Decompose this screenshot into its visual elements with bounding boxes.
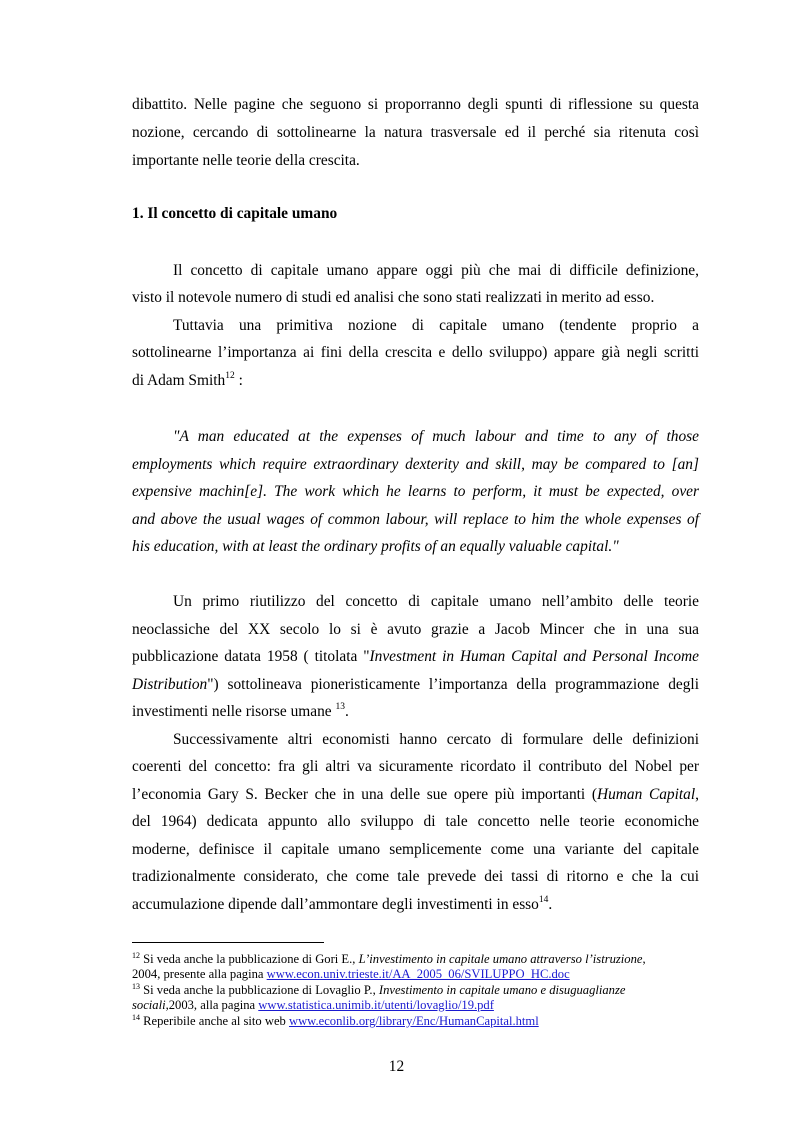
text: . bbox=[344, 703, 349, 720]
footnote-12-cont bbox=[132, 967, 712, 981]
text: Si veda anche la pubblicazione di Lovaglio P., bbox=[140, 983, 379, 997]
footnote-14-link[interactable]: www.econlib.org/library/Enc/HumanCapital.html bbox=[288, 1014, 539, 1028]
footnote-13 bbox=[132, 983, 712, 997]
paragraph-line bbox=[132, 371, 699, 391]
footnote-12 bbox=[132, 952, 712, 966]
paragraph-line: Il concetto di capitale umano appare oggi più che mai di difficile definizione, bbox=[173, 262, 699, 279]
quote-line: "A man educated at the expenses of much labour and time to any of those bbox=[173, 428, 699, 445]
page-number: 12 bbox=[388, 1058, 405, 1075]
quote-line: his education, with at least the ordinary profits of an equally valuable capital." bbox=[132, 538, 619, 555]
text: accumulazione dipende dall’ammontare degli investimenti in esso bbox=[132, 896, 539, 913]
paragraph-line: moderne, definisce il capitale umano semplicemente come una variante del capitale bbox=[132, 841, 699, 858]
intro-line: dibattito. Nelle pagine che seguono si proporranno degli spunti di riflessione su questa bbox=[132, 96, 699, 113]
footnote-ref-14[interactable]: 14 bbox=[538, 895, 549, 905]
text: , bbox=[642, 952, 646, 966]
footnote-ref-13[interactable]: 13 bbox=[335, 702, 345, 712]
footnote-number: 13 bbox=[132, 982, 140, 991]
footnote-ref-12[interactable]: 12 bbox=[225, 371, 235, 381]
paragraph-line: sottolinearne l’importanza ai fini della crescita e dello sviluppo) appare già negli scritti bbox=[132, 344, 699, 361]
paragraph-line: tradizionalmente considerato, che come tale prevede dei tassi di ritorno e che la cui bbox=[132, 868, 699, 885]
text: pubblicazione datata 1958 ( titolata " bbox=[132, 648, 370, 665]
text: ") sottolineava pioneristicamente l’importanza della programmazione degli bbox=[207, 676, 699, 693]
paragraph-line bbox=[132, 675, 699, 695]
section-heading: 1. Il concetto di capitale umano bbox=[132, 205, 338, 222]
paragraph-line bbox=[132, 895, 699, 915]
paragraph-line: neoclassiche del XX secolo lo si è avuto grazie a Jacob Mincer che in una sua bbox=[132, 621, 699, 638]
footnote-number: 12 bbox=[132, 951, 140, 960]
quote-line: expensive machin[e]. The work which he learns to perform, it must be expected, over bbox=[132, 483, 699, 500]
paragraph-line: Successivamente altri economisti hanno cercato di formulare delle definizioni bbox=[173, 731, 699, 748]
paragraph-line bbox=[132, 647, 699, 667]
text: Reperibile anche al sito web bbox=[140, 1014, 289, 1028]
footnote-14 bbox=[132, 1014, 712, 1028]
text: sociali bbox=[132, 998, 166, 1012]
footnote-number: 14 bbox=[132, 1013, 140, 1022]
text: l’economia Gary S. Becker che in una delle sue opere più importanti ( bbox=[132, 786, 597, 803]
footnote-12-link[interactable]: www.econ.univ.trieste.it/AA_2005_06/SVILUPPO_HC.doc bbox=[266, 967, 570, 981]
text: , bbox=[695, 786, 699, 803]
text: Investimento in capitale umano e disuguaglianze bbox=[378, 983, 626, 997]
paragraph-line bbox=[132, 785, 699, 805]
text: Investment in Human Capital and Personal Income bbox=[369, 648, 699, 665]
paragraph-line bbox=[132, 702, 699, 722]
paragraph-line: visto il notevole numero di studi ed analisi che sono stati realizzati in merito ad esso. bbox=[132, 289, 655, 306]
paragraph-line: coerenti del concetto: fra gli altri va sicuramente ricordato il contributo del Nobel per bbox=[132, 758, 699, 775]
paragraph-line: Un primo riutilizzo del concetto di capitale umano nell’ambito delle teorie bbox=[173, 593, 699, 610]
footnote-13-link[interactable]: www.statistica.unimib.it/utenti/lovaglio/19.pdf bbox=[258, 998, 494, 1012]
text: L’investimento in capitale umano attraverso l’istruzione bbox=[358, 952, 643, 966]
text: : bbox=[234, 372, 243, 389]
text: di Adam Smith bbox=[132, 372, 226, 389]
footnote-13-cont bbox=[132, 998, 712, 1012]
text: investimenti nelle risorse umane bbox=[132, 703, 336, 720]
quote-line: employments which require extraordinary dexterity and skill, may be compared to [an] bbox=[132, 456, 699, 473]
text: Si veda anche la pubblicazione di Gori E., bbox=[140, 952, 359, 966]
text: . bbox=[548, 896, 553, 913]
intro-line: importante nelle teorie della crescita. bbox=[132, 152, 360, 169]
intro-line: nozione, cercando di sottolinearne la natura trasversale ed il perché sia ritenuta così bbox=[132, 124, 699, 141]
text: Distribution bbox=[132, 676, 208, 693]
paragraph-line: Tuttavia una primitiva nozione di capitale umano (tendente proprio a bbox=[173, 317, 699, 334]
footnote-divider bbox=[132, 942, 324, 943]
text: 2004, presente alla pagina bbox=[132, 967, 267, 981]
text: Human Capital bbox=[596, 786, 696, 803]
paragraph-line: del 1964) dedicata appunto allo sviluppo di tale concetto nelle teorie economiche bbox=[132, 813, 699, 830]
quote-line: and above the usual wages of common labour, will replace to him the whole expenses of bbox=[132, 511, 699, 528]
text: ,2003, alla pagina bbox=[165, 998, 259, 1012]
